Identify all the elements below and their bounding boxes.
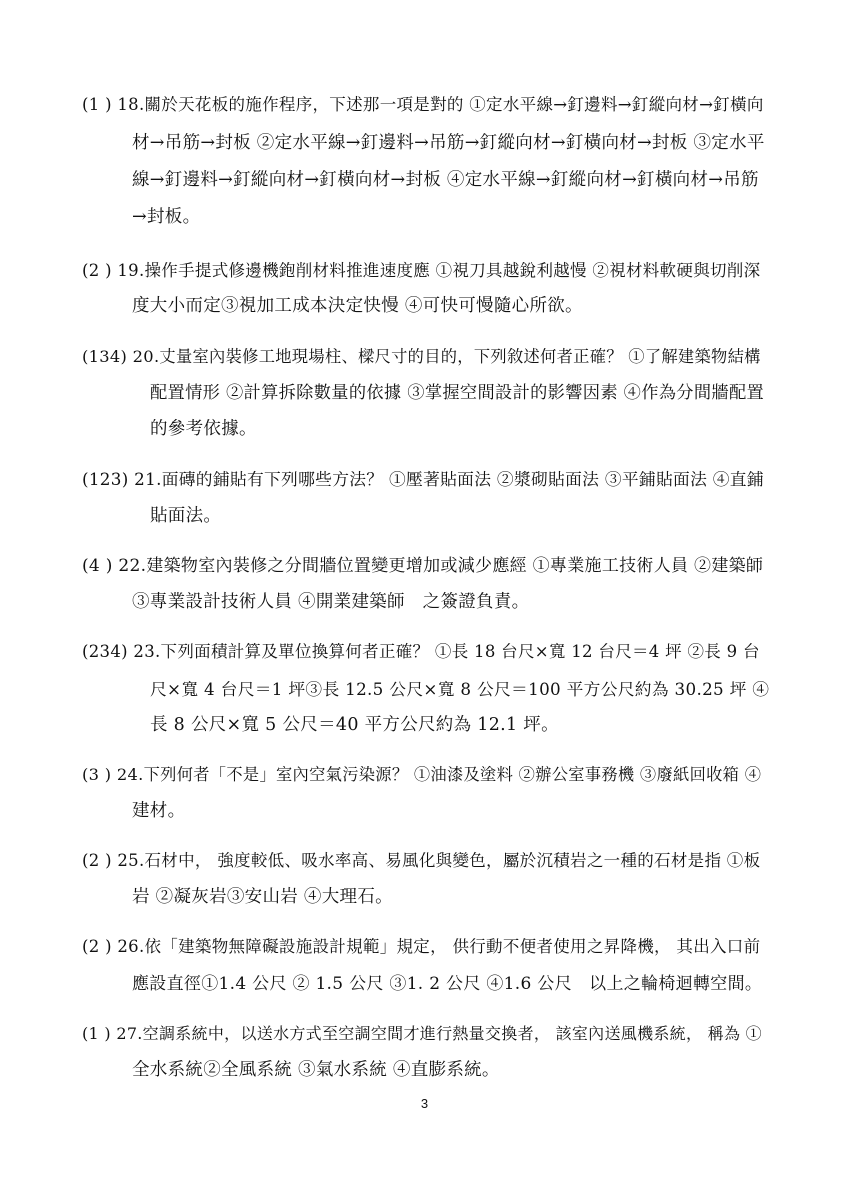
question-line: (1 ) 27.空調系統中，以送水方式至空調空間才進行熱量交換者， 該室內送風機系統， 稱為 ① — [82, 1024, 762, 1043]
question-line: ③專業設計技術人員 ④開業建築師 之簽證負責。 — [132, 592, 530, 612]
question-line: (2 ) 25.石材中， 強度較低、吸水率高、易風化與變色，屬於沉積岩之一種的石材是指 ①板 — [82, 851, 761, 870]
question-line: 的參考依據。 — [150, 419, 257, 439]
question-line: 全水系統②全風系統 ③氣水系統 ④直膨系統。 — [132, 1060, 500, 1080]
question-line: 長 8 公尺×寬 5 公尺＝40 平方公尺約為 12.1 坪。 — [150, 715, 559, 735]
question-line: 線→釘邊料→釘縱向材→釘橫向材→封板 ④定水平線→釘縱向材→釘橫向材→吊筋 — [132, 170, 759, 190]
question-line: (1 ) 18.關於天花板的施作程序，下述那一項是對的 ①定水平線→釘邊料→釘縱向材→釘橫向 — [82, 95, 764, 114]
question-line: 岩 ②凝灰岩③安山岩 ④大理石。 — [132, 887, 393, 907]
question-line: 配置情形 ②計算拆除數量的依據 ③掌握空間設計的影響因素 ④作為分間牆配置 — [150, 383, 765, 403]
question-line: (2 ) 19.操作手提式修邊機鉋削材料推進速度應 ①視刀具越銳利越慢 ②視材料軟硬與切削深 — [82, 261, 761, 280]
page-number: 3 — [420, 1096, 429, 1111]
question-line: 材→吊筋→封板 ②定水平線→釘邊料→吊筋→釘縱向材→釘橫向材→封板 ③定水平 — [132, 133, 765, 153]
question-line: (134) 20.丈量室內裝修工地現場柱、樑尺寸的目的，下列敘述何者正確？ ①了解建築物結構 — [82, 347, 761, 366]
question-line: (234) 23.下列面積計算及單位換算何者正確？ ①長 18 台尺×寬 12 台尺＝4 坪 ②長 9 台 — [82, 642, 760, 661]
question-line: (4 ) 22.建築物室內裝修之分間牆位置變更增加或減少應經 ①專業施工技術人員 ②建築師 — [82, 556, 764, 576]
question-line: (2 ) 26.依「建築物無障礙設施設計規範」規定， 供行動不便者使用之昇降機， 其出入口前 — [82, 937, 761, 956]
question-line: 建材。 — [132, 801, 186, 821]
question-line: 尺×寬 4 台尺＝1 坪③長 12.5 公尺×寬 8 公尺＝100 平方公尺約為 30.25 坪 ④ — [150, 679, 770, 699]
question-line: (3 ) 24.下列何者「不是」室內空氣污染源？ ①油漆及塗料 ②辦公室事務機 ③廢紙回收箱 ④ — [82, 765, 762, 784]
question-line: 應設直徑①1.4 公尺 ② 1.5 公尺 ③1. 2 公尺 ④1.6 公尺 以上之輪椅迴轉空間。 — [132, 974, 763, 994]
question-line: 貼面法。 — [150, 506, 222, 526]
question-line: 度大小而定③視加工成本決定快慢 ④可快可慢隨心所欲。 — [132, 296, 583, 316]
question-line: →封板。 — [132, 207, 201, 227]
question-line: (123) 21.面磚的鋪貼有下列哪些方法？ ①壓著貼面法 ②漿砌貼面法 ③平鋪貼面法 ④直鋪 — [82, 469, 764, 489]
